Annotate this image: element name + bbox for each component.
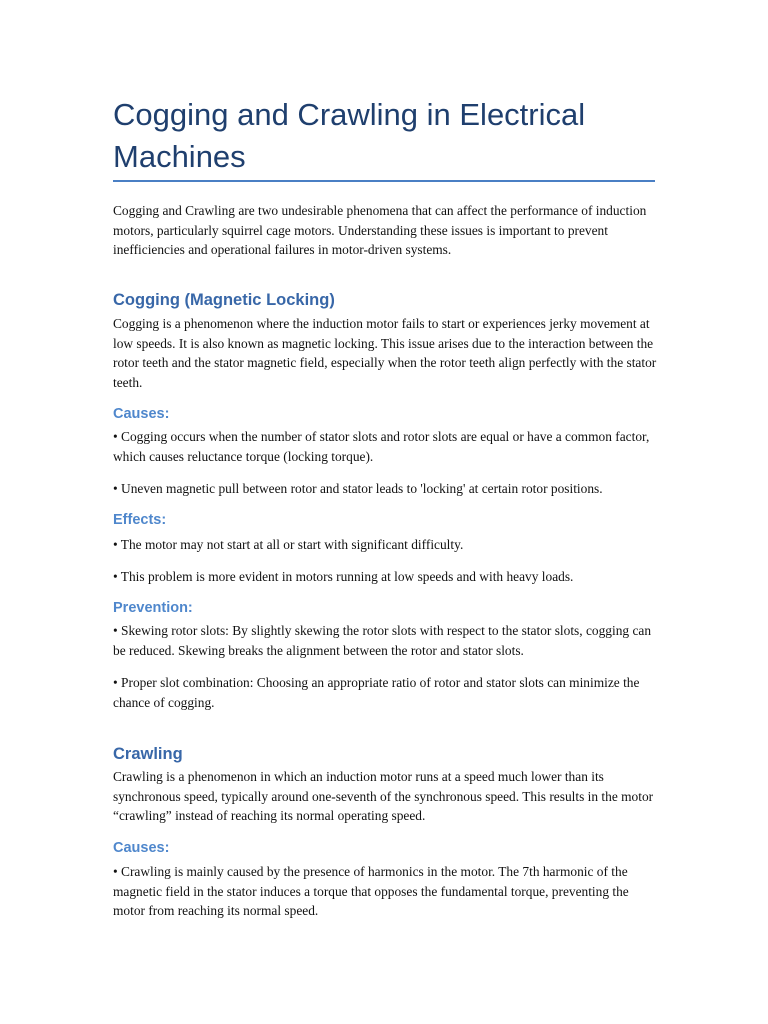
title-underline [113, 180, 655, 182]
cogging-prevention-2-block [113, 673, 658, 712]
cogging-heading-block [113, 289, 658, 311]
cogging-effect-item: • This problem is more evident in motors running at low speeds and with heavy loads. [113, 569, 574, 584]
cogging-prevention-heading: Prevention: [113, 600, 193, 616]
cogging-causes-heading-block [113, 404, 658, 424]
cogging-effect-2-block [113, 567, 658, 587]
intro-section [113, 201, 658, 260]
intro-paragraph: Cogging and Crawling are two undesirable phenomena that can affect the performance of induction motors, particularly squirrel cage motors. Understanding these issues is important to prevent inefficiencies and operational failures in motor-driven systems. [113, 203, 647, 258]
cogging-effects-heading: Effects: [113, 512, 167, 528]
cogging-description-block [113, 314, 658, 392]
crawling-description: Crawling is a phenomenon in which an induction motor runs at a speed much lower than its synchronous speed, typically around one-seventh of the synchronous speed. This results in the motor “crawling” instead of reaching its normal operating speed. [113, 769, 654, 824]
cogging-heading: Cogging (Magnetic Locking) [113, 291, 335, 309]
cogging-effects-heading-block [113, 510, 658, 530]
crawling-heading-block [113, 743, 658, 765]
crawling-cause-item: • Crawling is mainly caused by the presence of harmonics in the motor. The 7th harmonic of the magnetic field in the stator induces a torque that opposes the fundamental torque, preventing the motor from reaching its normal speed. [113, 864, 629, 919]
cogging-cause-2-block [113, 479, 658, 499]
cogging-cause-item: • Uneven magnetic pull between rotor and stator leads to 'locking' at certain rotor positions. [113, 481, 603, 496]
cogging-causes-heading: Causes: [113, 406, 170, 422]
cogging-cause-1-block [113, 427, 658, 466]
cogging-prevention-heading-block [113, 598, 658, 618]
cogging-prevention-item: • Proper slot combination: Choosing an appropriate ratio of rotor and stator slots can minimize the chance of cogging. [113, 675, 640, 710]
crawling-heading: Crawling [113, 745, 183, 763]
cogging-description: Cogging is a phenomenon where the induction motor fails to start or experiences jerky movement at low speeds. It is also known as magnetic locking. This issue arises due to the interaction between the rotor teeth and the stator magnetic field, especially when the rotor teeth align perfectly with the stator teeth. [113, 316, 657, 390]
crawling-causes-heading-block [113, 838, 658, 858]
cogging-effect-item: • The motor may not start at all or start with significant difficulty. [113, 537, 464, 552]
crawling-cause-1-block [113, 862, 658, 921]
crawling-description-block [113, 767, 658, 826]
cogging-prevention-1-block [113, 621, 658, 660]
crawling-causes-heading: Causes: [113, 840, 170, 856]
cogging-cause-item: • Cogging occurs when the number of stator slots and rotor slots are equal or have a common factor, which causes reluctance torque (locking torque). [113, 429, 650, 464]
cogging-prevention-item: • Skewing rotor slots: By slightly skewing the rotor slots with respect to the stator slots, cogging can be reduced. Skewing breaks the alignment between the rotor and stator slots. [113, 623, 652, 658]
document-title: Cogging and Crawling in Electrical Machines [113, 97, 586, 174]
cogging-effect-1-block [113, 535, 658, 555]
